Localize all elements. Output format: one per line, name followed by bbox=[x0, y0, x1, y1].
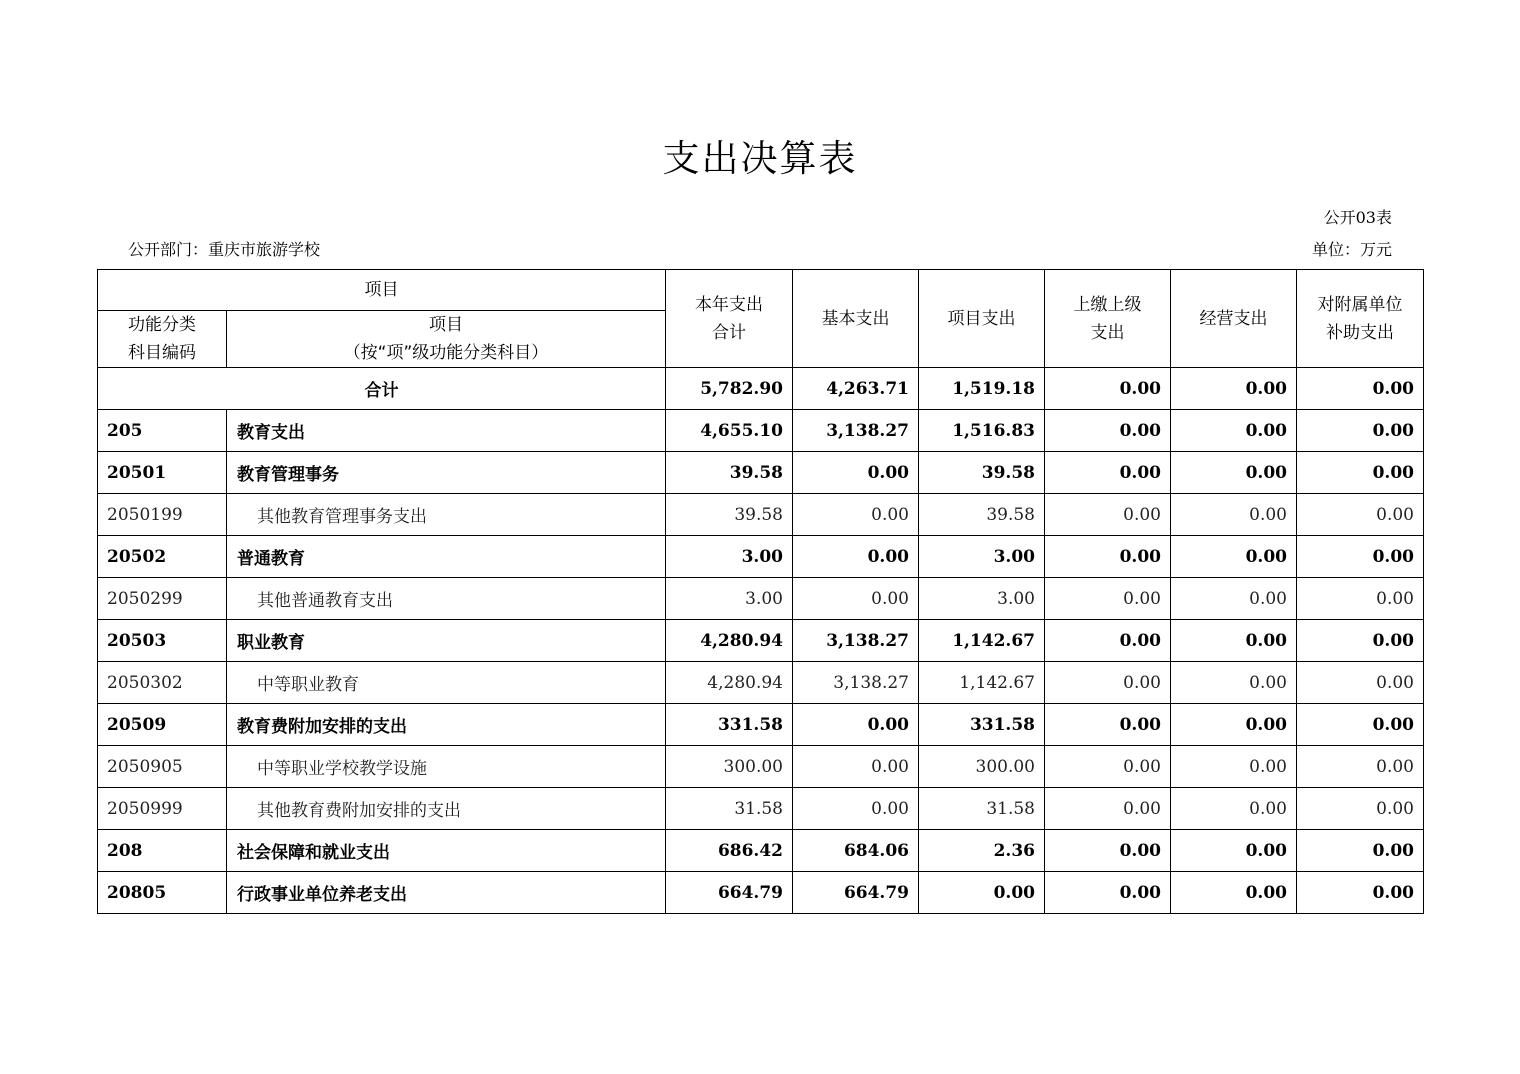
cell-basic: 0.00 bbox=[793, 452, 919, 494]
cell-basic: 3,138.27 bbox=[793, 620, 919, 662]
header-name-line1: 项目 bbox=[429, 315, 463, 335]
cell-basic: 0.00 bbox=[793, 536, 919, 578]
cell-subsidy: 0.00 bbox=[1297, 452, 1424, 494]
cell-business: 0.00 bbox=[1171, 872, 1297, 914]
cell-subsidy: 0.00 bbox=[1297, 410, 1424, 452]
cell-name: 中等职业学校教学设施 bbox=[227, 746, 666, 788]
cell-subsidy: 0.00 bbox=[1297, 704, 1424, 746]
cell-project: 331.58 bbox=[919, 704, 1045, 746]
table-row bbox=[98, 872, 1424, 914]
cell-business: 0.00 bbox=[1171, 494, 1297, 536]
cell-business: 0.00 bbox=[1171, 410, 1297, 452]
cell-name: 教育支出 bbox=[227, 410, 666, 452]
cell-business: 0.00 bbox=[1171, 746, 1297, 788]
total-cell-basic: 4,263.71 bbox=[793, 368, 919, 410]
cell-name: 普通教育 bbox=[227, 536, 666, 578]
cell-project: 39.58 bbox=[919, 494, 1045, 536]
header-code-line2: 科目编码 bbox=[128, 343, 196, 363]
cell-business: 0.00 bbox=[1171, 704, 1297, 746]
cell-business: 0.00 bbox=[1171, 578, 1297, 620]
table-row bbox=[98, 620, 1424, 662]
cell-upper: 0.00 bbox=[1045, 830, 1171, 872]
cell-name: 职业教育 bbox=[227, 620, 666, 662]
cell-upper: 0.00 bbox=[1045, 452, 1171, 494]
cell-upper: 0.00 bbox=[1045, 704, 1171, 746]
cell-code: 20503 bbox=[98, 620, 227, 662]
cell-code: 2050302 bbox=[98, 662, 227, 704]
cell-code: 205 bbox=[98, 410, 227, 452]
header-basic: 基本支出 bbox=[793, 270, 919, 368]
header-code bbox=[98, 311, 227, 368]
cell-name: 行政事业单位养老支出 bbox=[227, 872, 666, 914]
cell-project: 39.58 bbox=[919, 452, 1045, 494]
cell-code: 2050999 bbox=[98, 788, 227, 830]
cell-basic: 0.00 bbox=[793, 704, 919, 746]
cell-project: 1,516.83 bbox=[919, 410, 1045, 452]
header-code-line1: 功能分类 bbox=[128, 315, 196, 335]
cell-name: 教育费附加安排的支出 bbox=[227, 704, 666, 746]
total-cell-subsidy: 0.00 bbox=[1297, 368, 1424, 410]
cell-name: 其他教育费附加安排的支出 bbox=[227, 788, 666, 830]
cell-name: 教育管理事务 bbox=[227, 452, 666, 494]
table-row bbox=[98, 410, 1424, 452]
cell-basic: 0.00 bbox=[793, 578, 919, 620]
cell-code: 20805 bbox=[98, 872, 227, 914]
header-total-line1: 本年支出 bbox=[695, 294, 763, 315]
header-upper bbox=[1045, 270, 1171, 368]
cell-total: 39.58 bbox=[666, 494, 793, 536]
cell-project: 3.00 bbox=[919, 536, 1045, 578]
cell-name: 社会保障和就业支出 bbox=[227, 830, 666, 872]
cell-total: 31.58 bbox=[666, 788, 793, 830]
expenditure-table bbox=[97, 269, 1424, 914]
department-label: 公开部门：重庆市旅游学校 bbox=[128, 240, 321, 259]
cell-total: 664.79 bbox=[666, 872, 793, 914]
cell-subsidy: 0.00 bbox=[1297, 788, 1424, 830]
total-cell-project: 1,519.18 bbox=[919, 368, 1045, 410]
cell-total: 300.00 bbox=[666, 746, 793, 788]
cell-project: 3.00 bbox=[919, 578, 1045, 620]
total-cell-total: 5,782.90 bbox=[666, 368, 793, 410]
cell-total: 331.58 bbox=[666, 704, 793, 746]
cell-name: 其他普通教育支出 bbox=[227, 578, 666, 620]
unit-label: 单位：万元 bbox=[1311, 240, 1392, 259]
header-name-line2: （按“项”级功能分类科目） bbox=[343, 343, 549, 363]
header-item-group: 项目 bbox=[98, 270, 666, 311]
table-row bbox=[98, 452, 1424, 494]
cell-subsidy: 0.00 bbox=[1297, 578, 1424, 620]
cell-code: 20501 bbox=[98, 452, 227, 494]
cell-basic: 664.79 bbox=[793, 872, 919, 914]
table-row bbox=[98, 788, 1424, 830]
total-cell-business: 0.00 bbox=[1171, 368, 1297, 410]
header-total-line2: 合计 bbox=[712, 322, 746, 343]
cell-subsidy: 0.00 bbox=[1297, 536, 1424, 578]
cell-total: 3.00 bbox=[666, 578, 793, 620]
cell-total: 39.58 bbox=[666, 452, 793, 494]
cell-code: 2050199 bbox=[98, 494, 227, 536]
cell-business: 0.00 bbox=[1171, 620, 1297, 662]
header-name bbox=[227, 311, 666, 368]
cell-code: 20509 bbox=[98, 704, 227, 746]
cell-code: 208 bbox=[98, 830, 227, 872]
cell-project: 1,142.67 bbox=[919, 620, 1045, 662]
table-row bbox=[98, 830, 1424, 872]
header-subsidy-line1: 对附属单位 bbox=[1317, 294, 1403, 315]
total-row bbox=[98, 368, 1424, 410]
cell-business: 0.00 bbox=[1171, 830, 1297, 872]
page-title: 支出决算表 bbox=[662, 137, 858, 180]
cell-basic: 0.00 bbox=[793, 494, 919, 536]
cell-total: 4,280.94 bbox=[666, 620, 793, 662]
cell-project: 31.58 bbox=[919, 788, 1045, 830]
cell-total: 686.42 bbox=[666, 830, 793, 872]
header-business: 经营支出 bbox=[1171, 270, 1297, 368]
cell-upper: 0.00 bbox=[1045, 872, 1171, 914]
header-project: 项目支出 bbox=[919, 270, 1045, 368]
table-row bbox=[98, 578, 1424, 620]
cell-basic: 0.00 bbox=[793, 746, 919, 788]
cell-project: 300.00 bbox=[919, 746, 1045, 788]
cell-subsidy: 0.00 bbox=[1297, 830, 1424, 872]
cell-upper: 0.00 bbox=[1045, 410, 1171, 452]
cell-code: 2050905 bbox=[98, 746, 227, 788]
table-number: 公开03表 bbox=[1323, 208, 1392, 227]
cell-subsidy: 0.00 bbox=[1297, 662, 1424, 704]
cell-upper: 0.00 bbox=[1045, 662, 1171, 704]
cell-upper: 0.00 bbox=[1045, 494, 1171, 536]
total-label: 合计 bbox=[98, 368, 666, 410]
cell-upper: 0.00 bbox=[1045, 620, 1171, 662]
cell-project: 2.36 bbox=[919, 830, 1045, 872]
header-subsidy-line2: 补助支出 bbox=[1326, 322, 1394, 343]
table-row bbox=[98, 704, 1424, 746]
header-upper-line2: 支出 bbox=[1090, 322, 1125, 343]
total-cell-upper: 0.00 bbox=[1045, 368, 1171, 410]
table-header bbox=[98, 270, 1424, 368]
header-upper-line1: 上缴上级 bbox=[1073, 294, 1142, 315]
cell-subsidy: 0.00 bbox=[1297, 620, 1424, 662]
cell-code: 2050299 bbox=[98, 578, 227, 620]
cell-basic: 0.00 bbox=[793, 788, 919, 830]
cell-total: 4,280.94 bbox=[666, 662, 793, 704]
cell-basic: 3,138.27 bbox=[793, 662, 919, 704]
cell-name: 中等职业教育 bbox=[227, 662, 666, 704]
cell-subsidy: 0.00 bbox=[1297, 746, 1424, 788]
header-subsidy bbox=[1297, 270, 1424, 368]
cell-total: 4,655.10 bbox=[666, 410, 793, 452]
cell-code: 20502 bbox=[98, 536, 227, 578]
cell-business: 0.00 bbox=[1171, 452, 1297, 494]
cell-basic: 3,138.27 bbox=[793, 410, 919, 452]
cell-upper: 0.00 bbox=[1045, 536, 1171, 578]
cell-total: 3.00 bbox=[666, 536, 793, 578]
cell-business: 0.00 bbox=[1171, 662, 1297, 704]
cell-basic: 684.06 bbox=[793, 830, 919, 872]
cell-project: 1,142.67 bbox=[919, 662, 1045, 704]
table-row bbox=[98, 746, 1424, 788]
cell-subsidy: 0.00 bbox=[1297, 872, 1424, 914]
cell-upper: 0.00 bbox=[1045, 746, 1171, 788]
cell-subsidy: 0.00 bbox=[1297, 494, 1424, 536]
table-row bbox=[98, 494, 1424, 536]
cell-business: 0.00 bbox=[1171, 536, 1297, 578]
cell-upper: 0.00 bbox=[1045, 578, 1171, 620]
table-row bbox=[98, 662, 1424, 704]
cell-project: 0.00 bbox=[919, 872, 1045, 914]
header-total bbox=[666, 270, 793, 368]
cell-business: 0.00 bbox=[1171, 788, 1297, 830]
table-body bbox=[98, 368, 1424, 914]
cell-upper: 0.00 bbox=[1045, 788, 1171, 830]
table-row bbox=[98, 536, 1424, 578]
cell-name: 其他教育管理事务支出 bbox=[227, 494, 666, 536]
